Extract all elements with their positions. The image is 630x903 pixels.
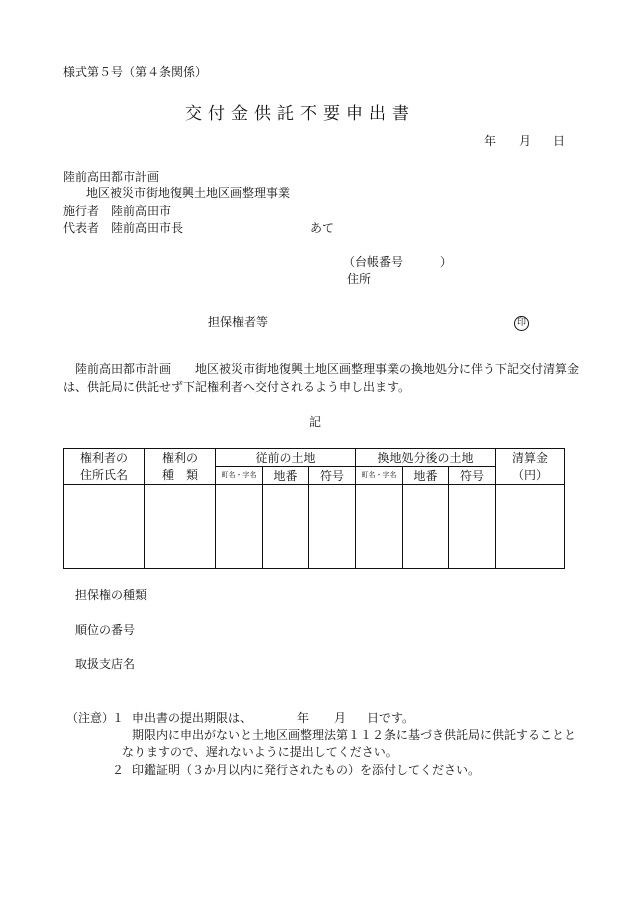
header-group-after: 換地処分後の土地 bbox=[356, 449, 496, 467]
date-year-label: 年 bbox=[484, 134, 497, 148]
cell-before-code[interactable] bbox=[309, 485, 356, 569]
cell-right-type[interactable] bbox=[145, 485, 216, 569]
header-after-code: 符号 bbox=[449, 467, 496, 485]
note-1-text: 申出書の提出期限は、 bbox=[132, 711, 253, 725]
representative-value: 陸前高田市長 bbox=[111, 221, 184, 235]
document-title: 交付金供託不要申出書 bbox=[185, 104, 415, 124]
form-number: 様式第５号（第４条関係） bbox=[63, 65, 208, 79]
cell-before-lot[interactable] bbox=[263, 485, 309, 569]
seal-icon: 印 bbox=[514, 316, 529, 331]
body-line-1: 陸前高田都市計画 地区被災市街地復興土地区画整理事業の換地処分に伴う下記交付清算金 bbox=[75, 362, 580, 376]
note-1-day: 日です。 bbox=[367, 711, 415, 725]
seal-mark bbox=[514, 315, 529, 331]
representative-label: 代表者 bbox=[63, 221, 100, 235]
ledger-number-open: （台帳番号 bbox=[343, 255, 404, 269]
plan-name: 陸前高田都市計画 bbox=[63, 170, 160, 184]
note-1-month: 月 bbox=[334, 711, 347, 725]
ki-heading: 記 bbox=[309, 415, 322, 429]
cell-after-code[interactable] bbox=[449, 485, 496, 569]
field-rank-number: 順位の番号 bbox=[75, 623, 136, 637]
settlement-table bbox=[63, 448, 565, 569]
address-label: 住所 bbox=[347, 272, 372, 286]
executor-value: 陸前高田市 bbox=[111, 204, 172, 218]
executor-label: 施行者 bbox=[63, 204, 100, 218]
header-group-before: 従前の土地 bbox=[216, 449, 356, 467]
header-right-bottom: 種 類 bbox=[161, 467, 198, 482]
header-amount bbox=[496, 449, 565, 485]
header-amount-bottom: （円） bbox=[512, 467, 549, 482]
header-after-lot: 地番 bbox=[403, 467, 449, 485]
header-right-type bbox=[145, 449, 216, 485]
header-amount-top: 清算金 bbox=[512, 450, 549, 465]
cell-after-lot[interactable] bbox=[403, 485, 449, 569]
note-2-text: 印鑑証明（３か月以内に発行されたもの）を添付してください。 bbox=[132, 763, 481, 777]
note-1-number: １ bbox=[112, 711, 125, 725]
header-holder-bottom: 住所氏名 bbox=[79, 467, 128, 482]
body-line-2: は、供託局に供託せず下記権利者へ交付されるよう申し出ます。 bbox=[63, 380, 411, 394]
ledger-number-close: ） bbox=[440, 255, 453, 269]
notes-label: （注意） bbox=[66, 711, 115, 725]
date-day-label: 日 bbox=[553, 134, 566, 148]
cell-after-town[interactable] bbox=[356, 485, 403, 569]
note-1-year: 年 bbox=[297, 711, 310, 725]
project-name: 地区被災市街地復興土地区画整理事業 bbox=[86, 186, 291, 200]
header-after-town: 町名・字名 bbox=[356, 467, 403, 485]
addressee-ate: あて bbox=[310, 221, 335, 235]
field-branch: 取扱支店名 bbox=[75, 657, 136, 671]
table-row bbox=[64, 485, 565, 569]
cell-before-town[interactable] bbox=[216, 485, 263, 569]
cell-amount[interactable] bbox=[496, 485, 565, 569]
header-right-top: 権利の bbox=[161, 450, 198, 465]
header-before-lot: 地番 bbox=[263, 467, 309, 485]
header-holder-top: 権利者の bbox=[79, 450, 128, 465]
note-2-number: ２ bbox=[112, 763, 125, 777]
cell-holder[interactable] bbox=[64, 485, 145, 569]
header-before-code: 符号 bbox=[309, 467, 356, 485]
field-security-type: 担保権の種類 bbox=[75, 588, 148, 602]
note-1-line-3: なりますので、遅れないように提出してください。 bbox=[122, 745, 398, 759]
header-before-town: 町名・字名 bbox=[216, 467, 263, 485]
holder-label: 担保権者等 bbox=[208, 315, 269, 329]
date-month-label: 月 bbox=[519, 134, 532, 148]
note-1-line-2: 期限内に申出がないと土地区画整理法第１１２条に基づき供託局に供託することと bbox=[132, 728, 577, 742]
header-holder bbox=[64, 449, 145, 485]
